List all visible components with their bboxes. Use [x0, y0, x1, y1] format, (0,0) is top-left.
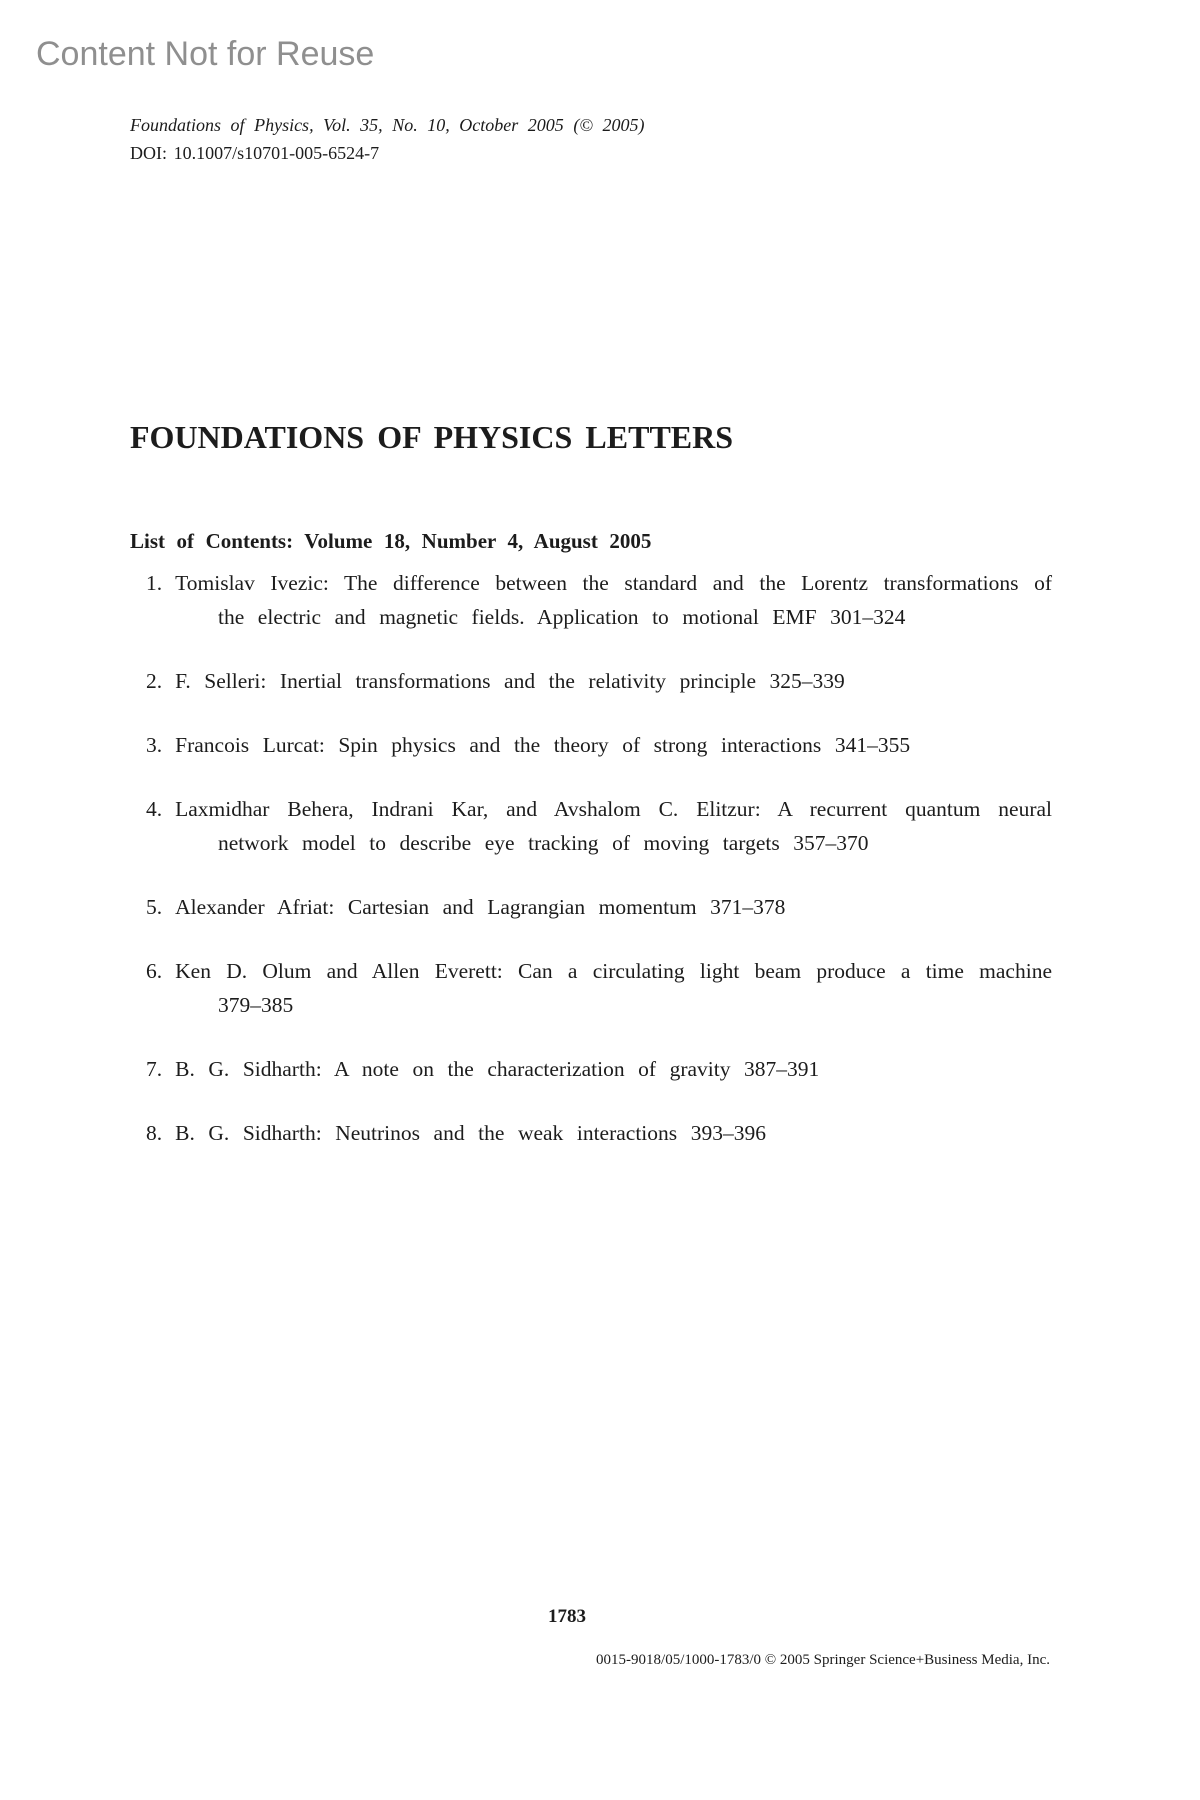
toc-item-text: F. Selleri: Inertial transformations and the relativity principle 325–339 — [175, 669, 845, 693]
journal-header — [130, 111, 645, 167]
toc-item — [130, 664, 1052, 698]
toc-item — [130, 1116, 1052, 1150]
toc-item — [130, 954, 1052, 1022]
toc-item-number: 1. — [146, 571, 163, 595]
toc-item-number: 2. — [146, 669, 163, 693]
toc-item-text: Tomislav Ivezic: The difference between the standard and the Lorentz transformations of the electric and magnetic fields. Application to motional EMF 301–324 — [175, 571, 1052, 629]
toc-item — [130, 1052, 1052, 1086]
toc-item-text: Alexander Afriat: Cartesian and Lagrangian momentum 371–378 — [175, 895, 786, 919]
toc-item-number: 6. — [146, 959, 163, 983]
toc-item-number: 8. — [146, 1121, 163, 1145]
toc-item-number: 5. — [146, 895, 163, 919]
watermark-text: Content Not for Reuse — [36, 35, 375, 73]
contents-heading: List of Contents: Volume 18, Number 4, August 2005 — [130, 529, 652, 554]
toc-item-number: 4. — [146, 797, 163, 821]
folio-page-number: 1783 — [548, 1606, 586, 1627]
copyright-imprint: 0015-9018/05/1000-1783/0 © 2005 Springer Science+Business Media, Inc. — [596, 1652, 1050, 1668]
page-title: FOUNDATIONS OF PHYSICS LETTERS — [130, 419, 734, 456]
toc-item-text: Ken D. Olum and Allen Everett: Can a circulating light beam produce a time machine 379–385 — [175, 959, 1052, 1017]
toc-item-text: B. G. Sidharth: A note on the characterization of gravity 387–391 — [175, 1057, 820, 1081]
toc-item-number: 3. — [146, 733, 163, 757]
toc-item-number: 7. — [146, 1057, 163, 1081]
toc-item-text: Francois Lurcat: Spin physics and the theory of strong interactions 341–355 — [175, 733, 911, 757]
table-of-contents — [130, 566, 1052, 1180]
journal-reference-line: Foundations of Physics, Vol. 35, No. 10, October 2005 (© 2005) — [130, 115, 645, 135]
toc-item-text: B. G. Sidharth: Neutrinos and the weak interactions 393–396 — [175, 1121, 766, 1145]
toc-item — [130, 566, 1052, 634]
journal-doi-line: DOI: 10.1007/s10701-005-6524-7 — [130, 143, 380, 163]
toc-item — [130, 728, 1052, 762]
toc-item — [130, 792, 1052, 860]
toc-item — [130, 890, 1052, 924]
toc-item-text: Laxmidhar Behera, Indrani Kar, and Avshalom C. Elitzur: A recurrent quantum neural network model to describe eye tracking of moving targets 357–370 — [175, 797, 1052, 855]
